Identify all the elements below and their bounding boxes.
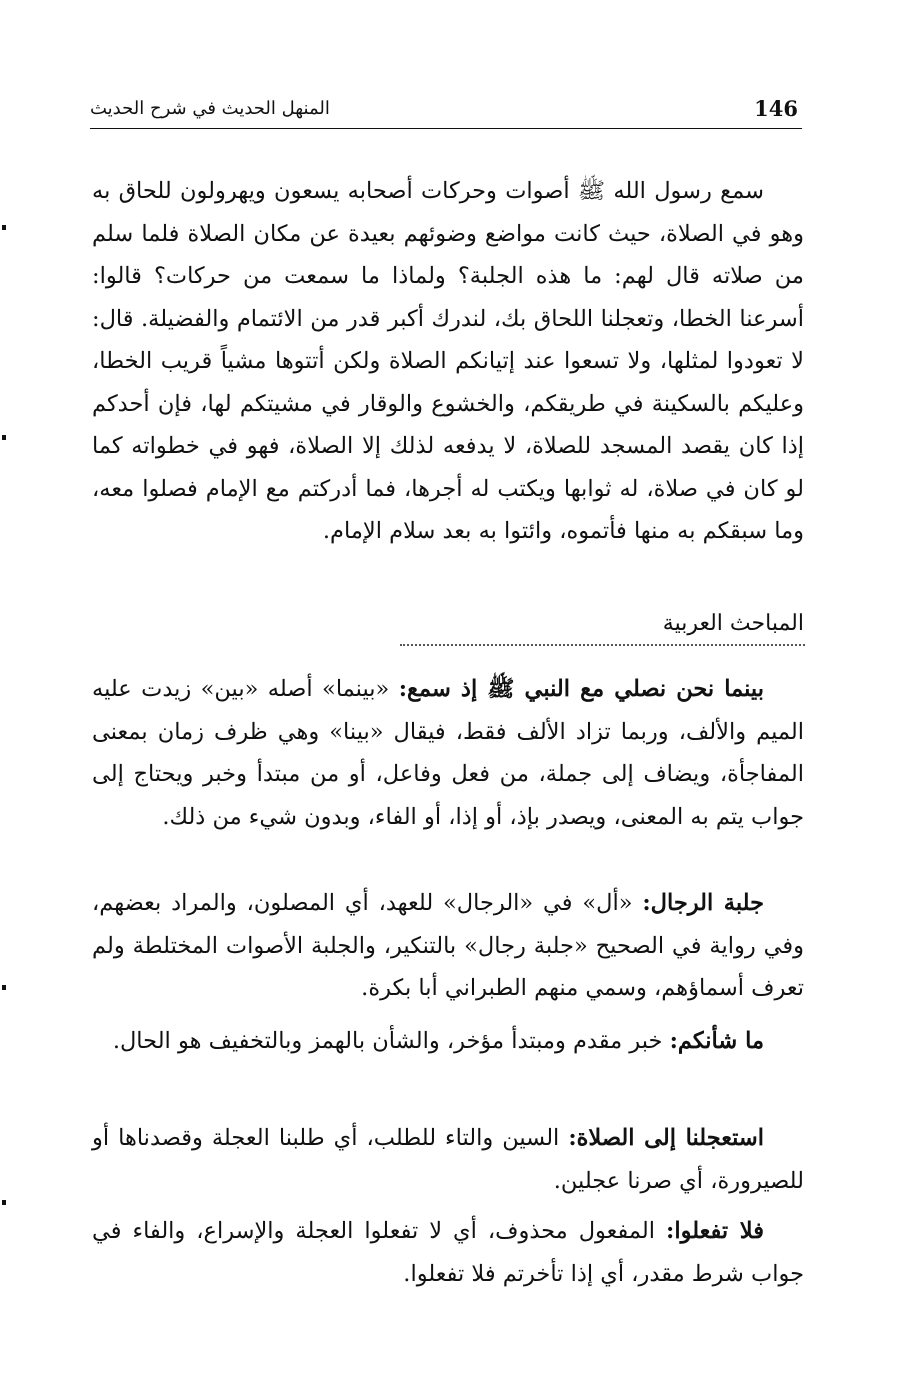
entry-text: «بينما» أصله «بين» زيدت عليه الميم والألف، وربما تزاد الألف فقط، فيقال «بينا» وهي ظرف زمان بمعنى المفاجأة، ويضاف إلى جملة، من فعل وفاعل، أو من مبتدأ وخبر ويحتاج إلى جواب يتم به المعنى، ويصدر بإذ، أو إذا، أو الفاء، وبدون شيء من ذلك. — [92, 676, 804, 830]
entry-2 — [92, 1020, 804, 1063]
page-number: 146 — [754, 96, 798, 121]
page-header — [90, 96, 802, 129]
entry-term: فلا تفعلوا: — [666, 1218, 764, 1244]
scan-margin-mark — [2, 225, 6, 230]
section-heading: المباحث العربية — [662, 611, 804, 636]
entry-3 — [92, 1117, 804, 1202]
entry-term: ما شأنكم: — [669, 1028, 764, 1054]
scan-margin-mark — [2, 1200, 6, 1205]
scan-margin-mark — [2, 435, 6, 440]
entry-0 — [92, 668, 804, 838]
entry-text: المفعول محذوف، أي لا تفعلوا العجلة والإسراع، والفاء في جواب شرط مقدر، أي إذا تأخرتم فلا تفعلوا. — [92, 1218, 804, 1287]
heading-underline — [400, 644, 805, 646]
entry-text: «أل» في «الرجال» للعهد، أي المصلون، والمراد بعضهم، وفي رواية في الصحيح «جلبة رجال» بالتنكير، والجلبة الأصوات المختلطة ولم تعرف أسماؤهم، وسمي منهم الطبراني أبا بكرة. — [92, 890, 804, 1001]
entry-term: استعجلنا إلى الصلاة: — [568, 1125, 765, 1151]
hadith-explanation-block — [92, 170, 804, 553]
entry-1 — [92, 882, 804, 1010]
entry-text: خبر مقدم ومبتدأ مؤخر، والشأن بالهمز وبالتخفيف هو الحال. — [112, 1028, 670, 1054]
explanation-paragraph: سمع رسول الله ﷺ أصوات وحركات أصحابه يسعون ويهرولون للحاق به وهو في الصلاة، حيث كانت مواضع وضوئهم بعيدة عن مكان الصلاة فلما سلم من صلاته قال لهم: ما هذه الجلبة؟ ولماذا ما سمعت من حركات؟ قالوا: أسرعنا الخطا، وتعجلنا اللحاق بك، لندرك أكبر قدر من الائتمام والفضيلة. قال: لا تعودوا لمثلها، ولا تسعوا عند إتيانكم الصلاة ولكن أتتوها مشياً قريب الخطا، وعليكم بالسكينة في طريقكم، والخشوع والوقار في مشيتكم لها، فإن أحدكم إذا كان يقصد المسجد للصلاة، لا يدفعه لذلك إلا الصلاة، فهو في خطواته كما لو كان في صلاة، له ثوابها ويكتب له أجرها، فما أدركتم مع الإمام فصلوا معه، وما سبقكم به منها فأتموه، وائتوا به بعد سلام الإمام. — [92, 178, 804, 544]
entry-text: السين والتاء للطلب، أي طلبنا العجلة وقصدناها أو للصيرورة، أي صرنا عجلين. — [92, 1125, 804, 1194]
entry-term: بينما نحن نصلي مع النبي ﷺ إذ سمع: — [398, 676, 764, 702]
entry-term: جلبة الرجال: — [642, 890, 765, 916]
running-title: المنهل الحديث في شرح الحديث — [90, 98, 330, 119]
entry-4 — [92, 1210, 804, 1295]
scan-margin-mark — [2, 985, 6, 990]
